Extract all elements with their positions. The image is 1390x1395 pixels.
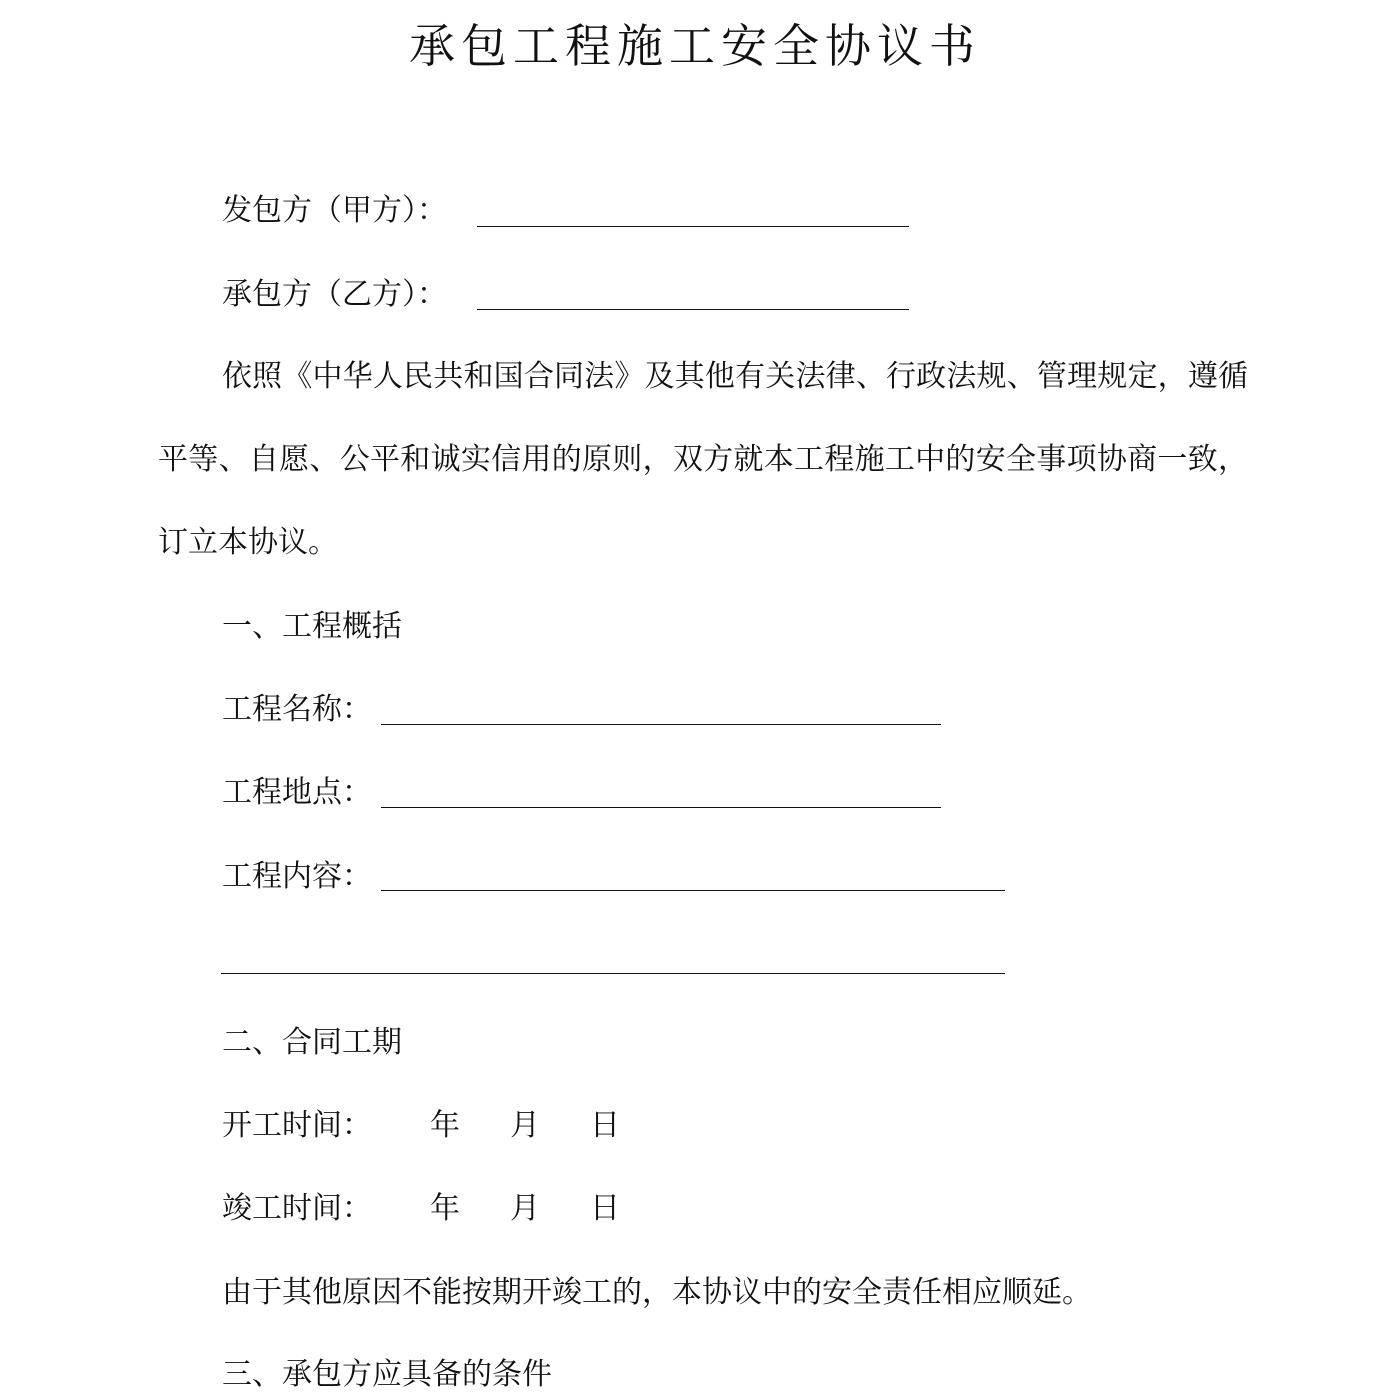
project-content-blank[interactable] bbox=[381, 890, 1005, 891]
project-location-label: 工程地点： bbox=[222, 775, 372, 810]
project-content-label: 工程内容： bbox=[222, 859, 372, 894]
project-name-blank[interactable] bbox=[381, 724, 941, 725]
delay-note: 由于其他原因不能按期开竣工的，本协议中的安全责任相应顺延。 bbox=[222, 1275, 1092, 1310]
end-time-label: 竣工时间： bbox=[222, 1191, 372, 1226]
project-name-label: 工程名称： bbox=[222, 692, 372, 727]
party-b-blank[interactable] bbox=[477, 309, 909, 310]
party-a-blank[interactable] bbox=[477, 226, 909, 227]
section2-heading: 二、合同工期 bbox=[222, 1025, 402, 1060]
project-content-blank-2[interactable] bbox=[221, 973, 1005, 974]
end-month-label: 月 bbox=[510, 1191, 540, 1226]
project-location-blank[interactable] bbox=[381, 807, 941, 808]
end-day-label: 日 bbox=[590, 1191, 620, 1226]
party-b-label: 承包方（乙方）： bbox=[222, 277, 447, 312]
start-time-label: 开工时间： bbox=[222, 1108, 372, 1143]
section3-heading: 三、承包方应具备的条件 bbox=[222, 1357, 552, 1392]
section1-heading: 一、工程概括 bbox=[222, 609, 402, 644]
start-year-label: 年 bbox=[430, 1108, 460, 1143]
intro-paragraph: 依照《中华人民共和国合同法》及其他有关法律、行政法规、管理规定，遵循平等、自愿、公平和诚实信用的原则，双方就本工程施工中的安全事项协商一致，订立本协议。 bbox=[158, 359, 1248, 560]
start-day-label: 日 bbox=[590, 1108, 620, 1143]
document-title: 承包工程施工安全协议书 bbox=[409, 19, 981, 73]
end-year-label: 年 bbox=[430, 1191, 460, 1226]
party-a-label: 发包方（甲方）： bbox=[222, 193, 447, 228]
start-month-label: 月 bbox=[510, 1108, 540, 1143]
